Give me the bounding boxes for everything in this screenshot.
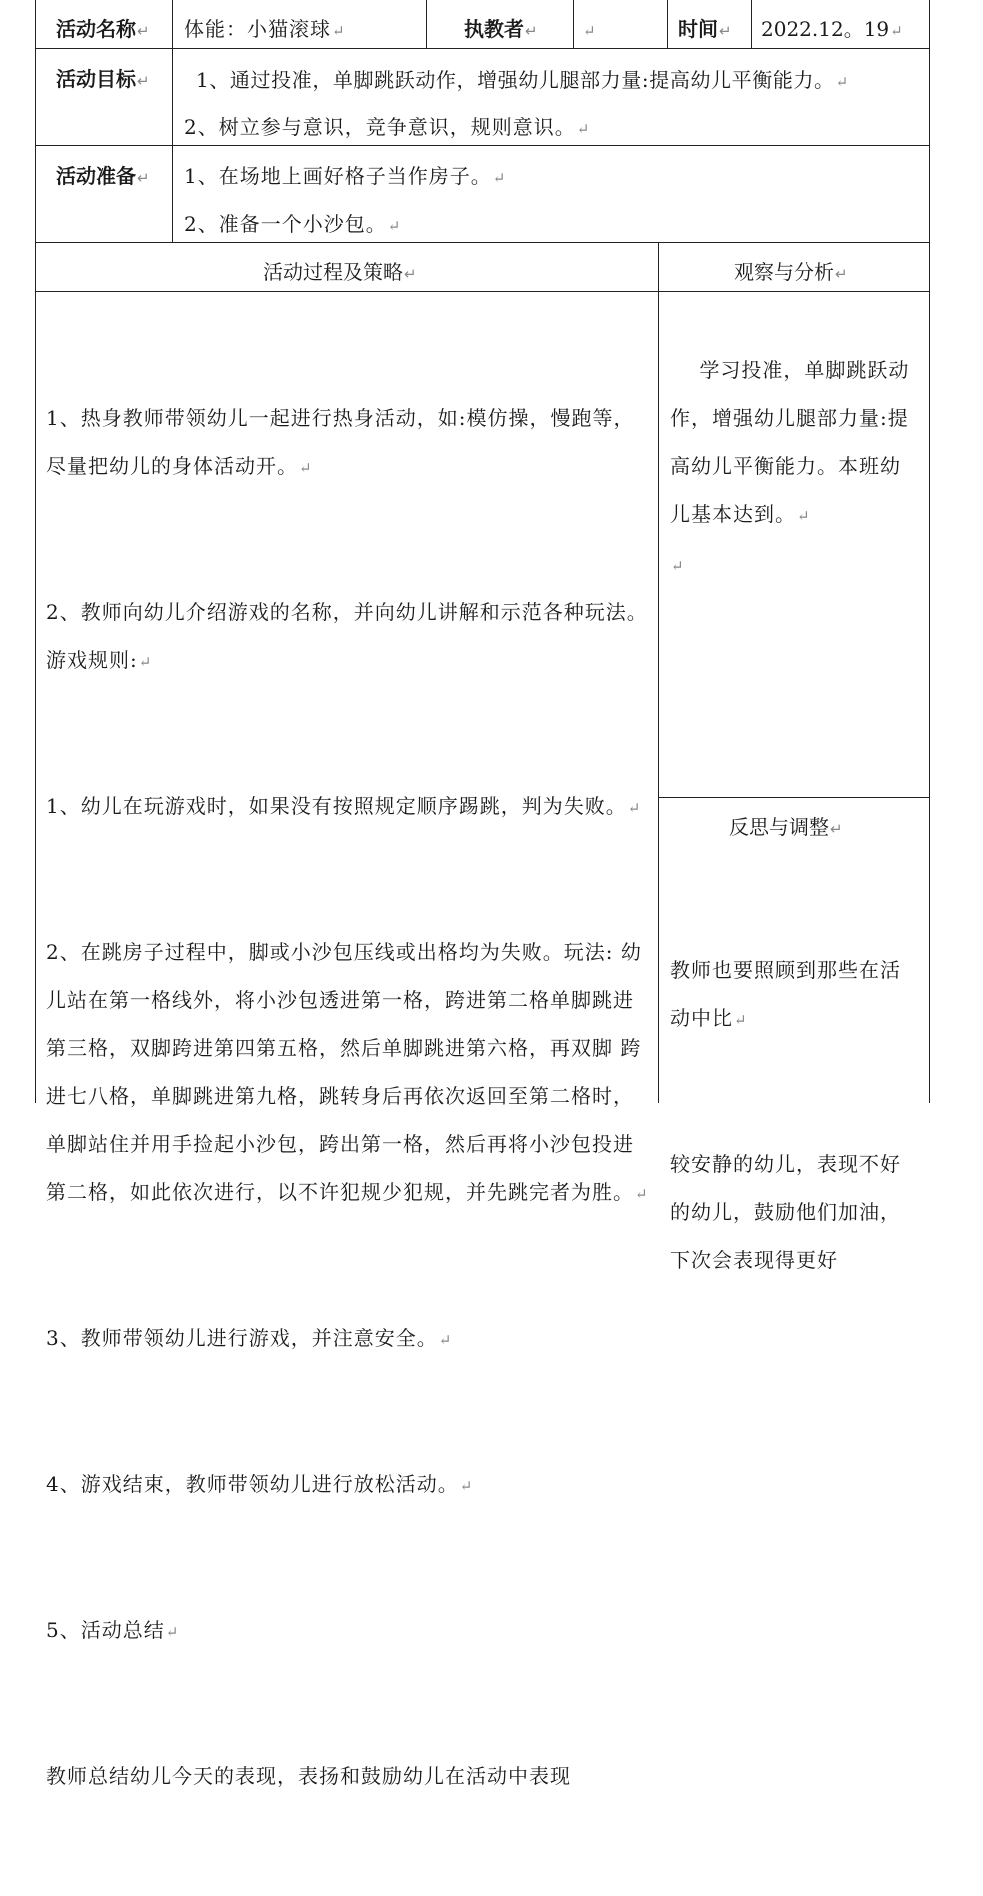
goals-line-2: 2、树立参与意识，竞争意识，规则意识。↵ — [184, 115, 590, 139]
rule-teacher-left — [426, 0, 427, 48]
process-step-intro: 2、教师向幼儿介绍游戏的名称，并向幼儿讲解和示范各种玩法。游戏规则:↵ — [46, 600, 648, 672]
prep-line-1: 1、在场地上画好格子当作房子。↵ — [184, 164, 506, 188]
process-heading: 活动过程及策略↵ — [263, 260, 417, 284]
rule-right-edge — [929, 0, 930, 1103]
time-value: 2022.12。19↵ — [761, 17, 903, 41]
rule-time-value-left — [751, 0, 752, 48]
process-summary-text: 教师总结幼儿今天的表现，表扬和鼓励幼儿在活动中表现 — [46, 1764, 571, 1788]
rule-teacher-value-left — [573, 0, 574, 48]
process-step-relax: 4、游戏结束，教师带领幼儿进行放松活动。↵ — [46, 1472, 473, 1496]
rule-prep-bottom — [35, 242, 930, 243]
teacher-value: ↵ — [583, 22, 596, 40]
process-step-game: 3、教师带领幼儿进行游戏，并注意安全。↵ — [46, 1326, 452, 1350]
rule-reflection-top — [659, 797, 930, 798]
rule-time-left — [667, 0, 668, 48]
goals-label: 活动目标↵ — [56, 67, 150, 91]
process-step-warmup: 1、热身教师带领幼儿一起进行热身活动，如:模仿操，慢跑等，尽量把幼儿的身体活动开。↵ — [46, 406, 635, 478]
analysis-heading: 观察与分析↵ — [734, 260, 848, 284]
rule-header-bottom — [35, 48, 930, 49]
activity-name-value: 体能：小猫滚球↵ — [184, 17, 345, 41]
reflection-heading: 反思与调整↵ — [729, 815, 843, 839]
prep-line-2: 2、准备一个小沙包。↵ — [184, 212, 401, 236]
time-label: 时间↵ — [678, 17, 732, 41]
rule-headings-bottom — [35, 291, 930, 292]
process-rule-order: 1、幼儿在玩游戏时，如果没有按照规定顺序踢跳，判为失败。↵ — [46, 794, 641, 818]
process-rule-play: 2、在跳房子过程中，脚或小沙包压线或出格均为失败。玩法: 幼儿站在第一格线外，将小沙包透进第一格，跨进第二格单脚跳进第三格，双脚跨进第四第五格，然后单脚跳进第六格，再双脚 跨进七八格，单脚跳进第九格，跳转身后再依次返回至第二格时，单脚站住并用手捡起小沙包，跨出第一格，然后再将小沙包投进第二格，如此依次进行，以不许犯规少犯规，并先跳完者为胜。↵ — [46, 940, 648, 1204]
rule-process-divider — [658, 242, 659, 1103]
rule-left-edge — [35, 0, 36, 1103]
reflection-body — [670, 850, 920, 1380]
activity-name-label: 活动名称↵ — [56, 17, 150, 41]
goals-line-1: 1、通过投准，单脚跳跃动作，增强幼儿腿部力量:提高幼儿平衡能力。↵ — [196, 68, 849, 92]
prep-label: 活动准备↵ — [56, 164, 150, 188]
reflection-line-2: 较安静的幼儿，表现不好的幼儿，鼓励他们加油，下次会表现得更好 — [670, 1152, 901, 1272]
process-body — [46, 298, 650, 1896]
teacher-label: 执教者↵ — [464, 17, 538, 41]
rule-goals-bottom — [35, 145, 930, 146]
reflection-line-1: 教师也要照顾到那些在活动中比↵ — [670, 958, 901, 1030]
rule-label-column — [172, 0, 173, 242]
process-step-summary: 5、活动总结↵ — [46, 1618, 179, 1642]
analysis-body: 学习投准，单脚跳跃动作，增强幼儿腿部力量:提高幼儿平衡能力。本班幼儿基本达到。↵ ↵ — [670, 358, 910, 575]
